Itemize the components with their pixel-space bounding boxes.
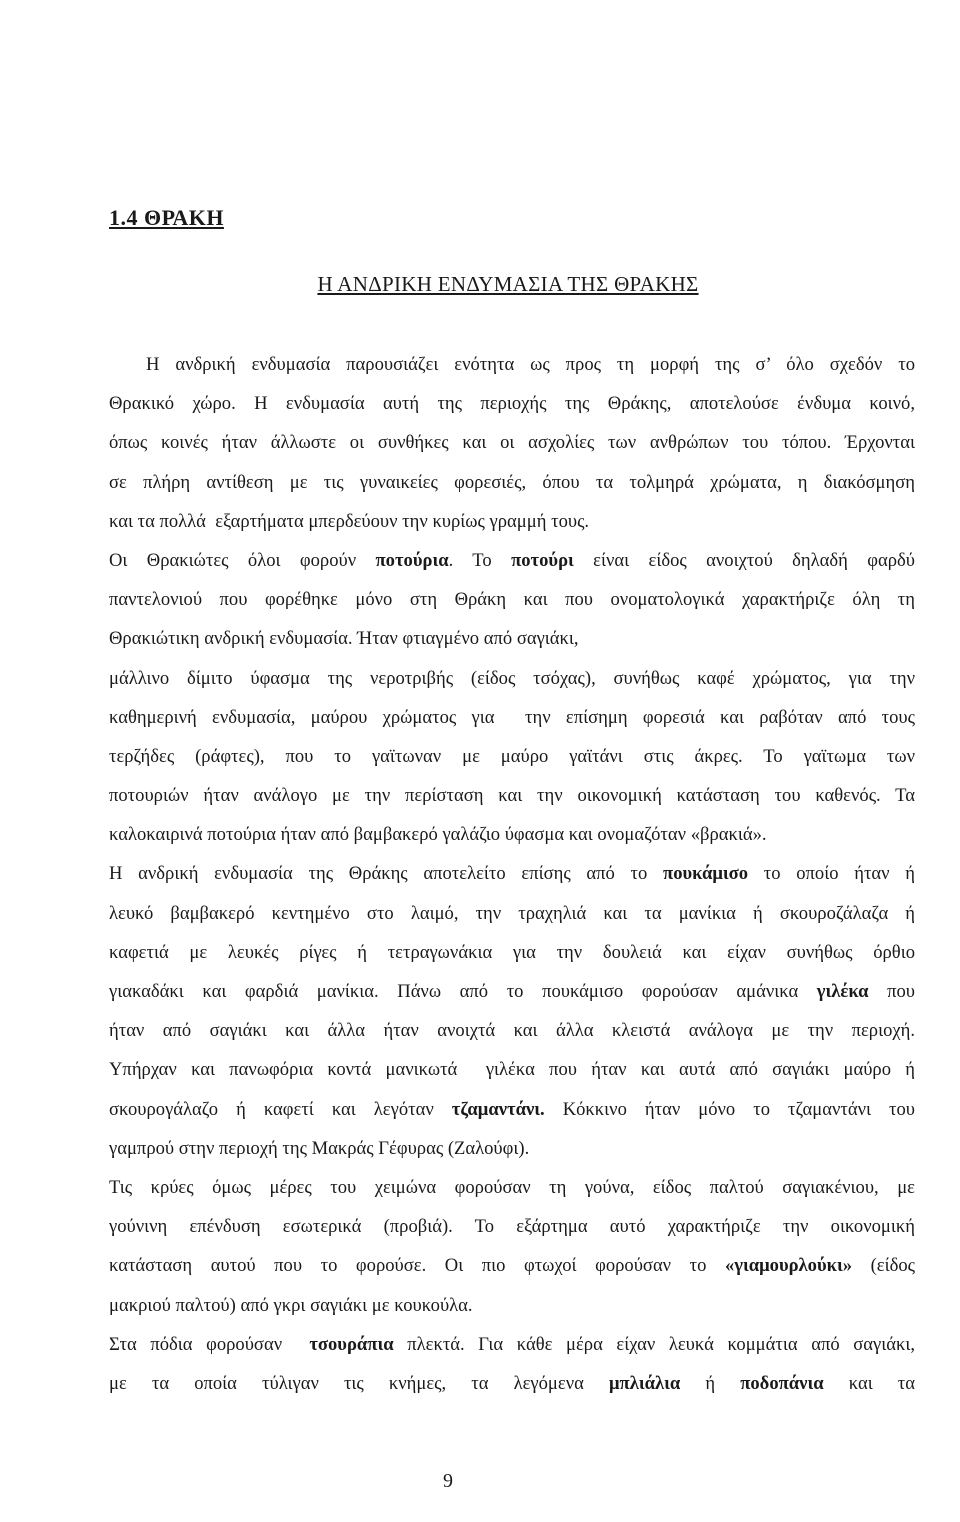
text-segment: Οι Θρακιώτες όλοι φορούν	[109, 549, 376, 571]
text-segment: Κόκκινο ήταν μόνο το τζαμαντάνι του	[544, 1098, 915, 1120]
text-segment: το οποίο ήταν ή	[748, 863, 915, 885]
text-segment: Στα πόδια φορούσαν	[109, 1333, 310, 1355]
text-segment: και τα	[823, 1372, 916, 1394]
text-line	[109, 933, 915, 972]
text-line	[109, 1011, 915, 1050]
text-line	[109, 1207, 915, 1246]
text-segment: όπως κοινές ήταν άλλωστε οι συνθήκες και οι ασχολίες των ανθρώπων του τόπου. Έρχονται	[109, 432, 915, 454]
text-line	[109, 894, 915, 933]
text-segment: πλεκτά. Για κάθε μέρα είχαν λευκά κομμάτια από σαγιάκι,	[393, 1333, 915, 1355]
text-line	[109, 698, 915, 737]
text-line	[109, 423, 915, 462]
text-segment: . Το	[448, 549, 512, 571]
page-number: 9	[443, 1470, 453, 1492]
text-segment: με τα οποία τύλιγαν τις κνήμες, τα λεγόμενα	[109, 1372, 609, 1394]
text-segment: τερζήδες (ράφτες), που το γαϊτωναν με μαύρο γαϊτάνι στις άκρες. Το γαϊτωμα των	[109, 745, 915, 767]
text-segment: Θρακιώτικη ανδρική ενδυμασία. Ήταν φτιαγμένο από σαγιάκι,	[109, 628, 579, 650]
text-line	[109, 1168, 915, 1207]
text-segment: είναι είδος ανοιχτού δηλαδή φαρδύ	[573, 549, 916, 571]
text-line	[109, 776, 915, 815]
text-line	[109, 815, 915, 854]
text-line	[109, 659, 915, 698]
text-segment: κατάσταση αυτού που το φορούσε. Οι πιο φτωχοί φορούσαν το	[109, 1255, 725, 1277]
text-segment: γιακαδάκι και φαρδιά μανίκια. Πάνω από το πουκάμισο φορούσαν αμάνικα	[109, 981, 817, 1002]
text-line	[109, 1286, 915, 1325]
bold-term: ποτούρι	[511, 549, 574, 571]
bold-term: πουκάμισο	[663, 863, 749, 885]
text-line	[109, 854, 915, 893]
text-line	[109, 737, 915, 776]
text-line	[109, 1364, 915, 1403]
bold-term: ποτούρια	[375, 549, 449, 571]
text-segment: καθημερινή ενδυμασία, μαύρου χρώματος για την επίσημη φορεσιά και ραβόταν από τους	[109, 706, 915, 728]
bold-term: «γιαμουρλούκι»	[724, 1255, 853, 1277]
text-segment: Η ανδρική ενδυμασία της Θράκης αποτελείτο επίσης από το	[109, 863, 664, 885]
text-line	[109, 972, 915, 1011]
text-line	[109, 541, 915, 580]
text-line	[109, 502, 915, 541]
text-line	[109, 1246, 915, 1285]
text-line	[109, 580, 915, 619]
text-line	[109, 1325, 915, 1364]
text-segment: μακριού παλτού) από γκρι σαγιάκι με κουκούλα.	[109, 1294, 473, 1316]
text-segment: Θρακικό χώρο. Η ενδυμασία αυτή της περιοχής της Θράκης, αποτελούσε ένδυμα κοινό,	[109, 393, 915, 415]
text-segment: γούνινη επένδυση εσωτερικά (προβιά). Το εξάρτημα αυτό χαρακτήριζε την οικονομική	[109, 1216, 915, 1238]
text-line	[109, 345, 915, 384]
text-segment: γαμπρού στην περιοχή της Μακράς Γέφυρας (Ζαλούφι).	[109, 1137, 530, 1159]
chapter-title: Η ΑΝΔΡΙΚΗ ΕΝΔΥΜΑΣΙΑ ΤΗΣ ΘΡΑΚΗΣ	[317, 272, 699, 296]
text-segment: Τις κρύες όμως μέρες του χειμώνα φορούσαν τη γούνα, είδος παλτού σαγιακένιου, με	[109, 1176, 915, 1198]
text-segment: ποτουριών ήταν ανάλογο με την περίσταση και την οικονομική κατάσταση του καθενός. Τα	[109, 785, 915, 807]
text-line	[109, 1090, 915, 1129]
text-segment: και τα πολλά εξαρτήματα μπερδεύουν την κυρίως γραμμή τους.	[109, 510, 590, 532]
text-segment: παντελονιού που φορέθηκε μόνο στη Θράκη και που ονοματολογικά χαρακτήριζε όλη τη	[109, 589, 915, 611]
text-segment: που	[868, 981, 915, 1002]
text-segment: Η ανδρική ενδυμασία παρουσιάζει ενότητα ως προς τη μορφή της σ’ όλο σχεδόν το	[146, 354, 915, 375]
text-segment: (είδος	[852, 1255, 915, 1277]
text-line	[109, 463, 915, 502]
text-segment: σκουρογάλαζο ή καφετί και λεγόταν	[109, 1098, 452, 1120]
bold-term: μπλιάλια	[608, 1372, 681, 1394]
bold-term: γιλέκα	[816, 981, 869, 1002]
text-segment: ήταν από σαγιάκι και άλλα ήταν ανοιχτά και άλλα κλειστά ανάλογα με την περιοχή.	[109, 1020, 915, 1042]
text-segment: λευκό βαμβακερό κεντημένο στο λαιμό, την τραχηλιά και τα μανίκια ή σκουροζάλαζα ή	[109, 902, 915, 924]
text-segment: ή	[680, 1372, 741, 1394]
text-segment: σε πλήρη αντίθεση με τις γυναικείες φορεσιές, όπου τα τολμηρά χρώματα, η διακόσμηση	[109, 471, 915, 493]
text-segment: καλοκαιρινά ποτούρια ήταν από βαμβακερό γαλάζιο ύφασμα και ονομαζόταν «βρακιά».	[109, 824, 767, 846]
text-segment: καφετιά με λευκές ρίγες ή τετραγωνάκια για την δουλειά και είχαν συνήθως όρθιο	[109, 941, 915, 963]
section-heading: 1.4 ΘΡΑΚΗ	[109, 205, 224, 230]
text-line	[109, 1050, 915, 1089]
text-segment: Υπήρχαν και πανωφόρια κοντά μανικωτά γιλέκα που ήταν και αυτά από σαγιάκι μαύρο ή	[109, 1059, 915, 1081]
text-segment: μάλλινο δίμιτο ύφασμα της νεροτριβής (είδος τσόχας), συνήθως καφέ χρώματος, για την	[109, 667, 915, 689]
bold-term: ποδοπάνια	[740, 1372, 824, 1394]
text-line	[109, 619, 915, 658]
text-line	[109, 384, 915, 423]
text-line	[109, 1129, 915, 1168]
bold-term: τσουράπια	[309, 1333, 394, 1355]
bold-term: τζαμαντάνι.	[451, 1098, 545, 1120]
body-text	[109, 345, 915, 1403]
